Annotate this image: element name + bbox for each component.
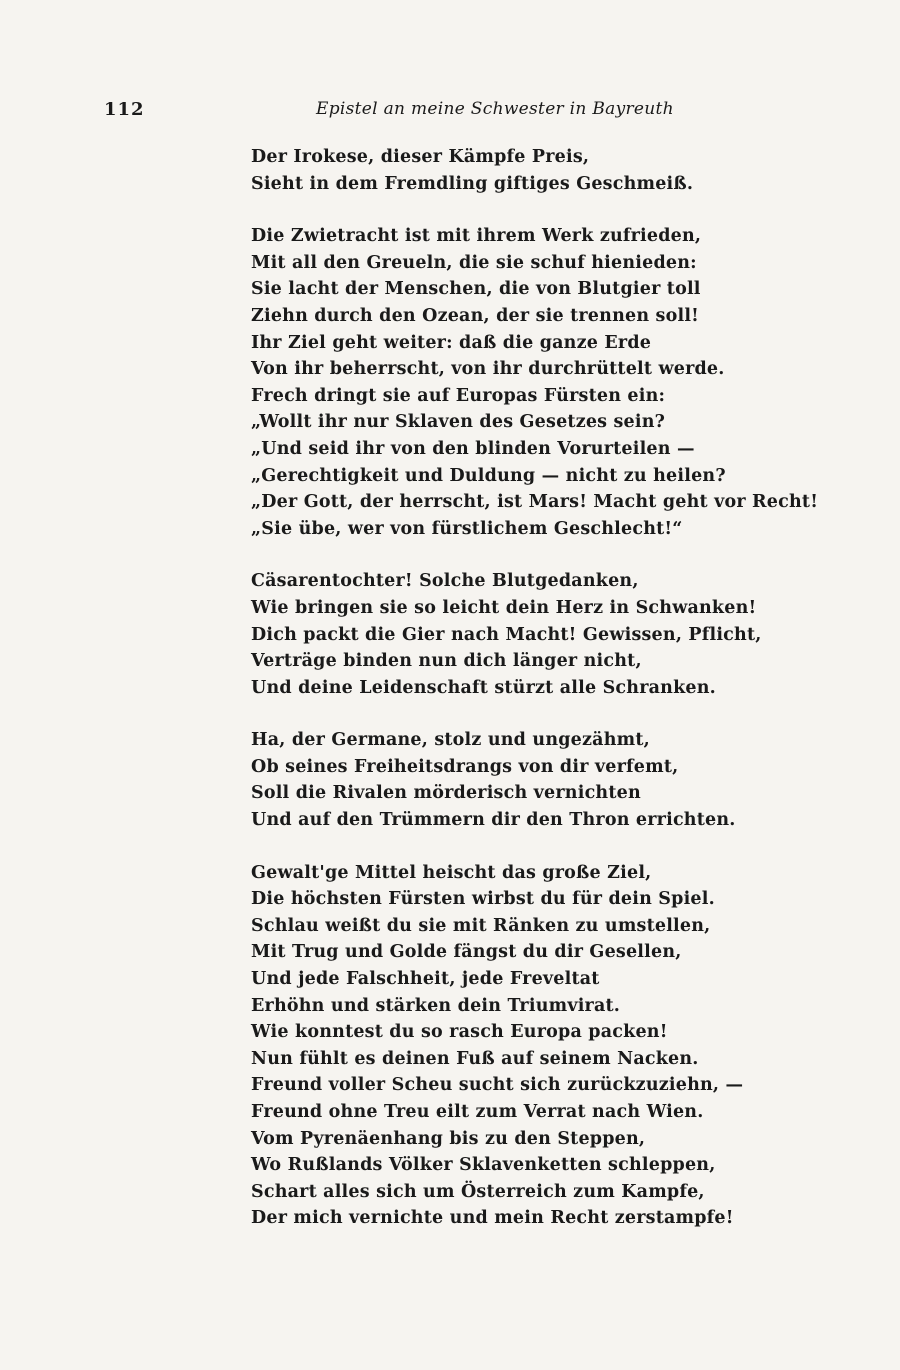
- poem-line: Die höchsten Fürsten wirbst du für dein Spiel.: [251, 889, 715, 910]
- poem-line: Mit Trug und Golde fängst du dir Gesellen,: [251, 942, 682, 963]
- stanza: [251, 568, 871, 701]
- poem-line: „Wollt ihr nur Sklaven des Gesetzes sein?: [251, 412, 666, 433]
- poem-line: Wie konntest du so rasch Europa packen!: [251, 1022, 668, 1043]
- poem-line: Gewalt'ge Mittel heischt das große Ziel,: [251, 862, 652, 883]
- page-number: 112: [104, 99, 145, 120]
- poem-line: Schart alles sich um Österreich zum Kampfe,: [251, 1181, 705, 1202]
- poem-line: Der mich vernichte und mein Recht zerstampfe!: [251, 1208, 734, 1229]
- poem-line: Sieht in dem Fremdling giftiges Geschmeiß.: [251, 173, 694, 194]
- poem-line: Ihr Ziel geht weiter: daß die ganze Erde: [251, 332, 652, 353]
- poem-line: Nun fühlt es deinen Fuß auf seinem Nacken.: [251, 1048, 699, 1069]
- poem-line: „Der Gott, der herrscht, ist Mars! Macht geht vor Recht!: [251, 492, 819, 513]
- poem-line: Freund ohne Treu eilt zum Verrat nach Wien.: [251, 1102, 704, 1122]
- poem-line: Wie bringen sie so leicht dein Herz in Schwanken!: [251, 597, 757, 618]
- stanza: [251, 860, 871, 1232]
- poem-line: „Sie übe, wer von fürstlichem Geschlecht!“: [251, 518, 683, 539]
- poem-line: Ziehn durch den Ozean, der sie trennen soll!: [251, 305, 700, 326]
- poem-line: Der Irokese, dieser Kämpfe Preis,: [251, 147, 590, 167]
- poem-line: Mit all den Greueln, die sie schuf hienieden:: [251, 252, 697, 273]
- poem-line: Ob seines Freiheitsdrangs von dir verfemt,: [251, 756, 679, 777]
- poem-line: Dich packt die Gier nach Macht! Gewissen, Pflicht,: [251, 624, 762, 645]
- stanza: [251, 144, 871, 197]
- poem-line: Vom Pyrenäenhang bis zu den Steppen,: [251, 1128, 646, 1149]
- running-title: Epistel an meine Schwester in Bayreuth: [316, 99, 674, 119]
- poem-line: Sie lacht der Menschen, die von Blutgier toll: [251, 279, 701, 300]
- poem-line: Cäsarentochter! Solche Blutgedanken,: [251, 571, 639, 592]
- poem-line: Verträge binden nun dich länger nicht,: [251, 651, 642, 672]
- poem-line: Frech dringt sie auf Europas Fürsten ein:: [251, 385, 666, 406]
- poem-line: Erhöhn und stärken dein Triumvirat.: [251, 995, 621, 1016]
- poem-line: Ha, der Germane, stolz und ungezähmt,: [251, 730, 650, 751]
- poem-line: Schlau weißt du sie mit Ränken zu umstellen,: [251, 915, 711, 936]
- poem-line: Wo Rußlands Völker Sklavenketten schleppen,: [251, 1155, 716, 1176]
- poem: [251, 144, 871, 1258]
- poem-line: Freund voller Scheu sucht sich zurückzuziehn, —: [251, 1075, 744, 1096]
- poem-line: Und jede Falschheit, jede Freveltat: [251, 969, 600, 990]
- poem-line: „Gerechtigkeit und Duldung — nicht zu heilen?: [251, 465, 726, 486]
- poem-line: Und auf den Trümmern dir den Thron errichten.: [251, 810, 736, 831]
- stanza: [251, 727, 871, 833]
- poem-line: Die Zwietracht ist mit ihrem Werk zufrieden,: [251, 226, 702, 247]
- poem-line: „Und seid ihr von den blinden Vorurteilen —: [251, 438, 695, 459]
- stanza: [251, 223, 871, 542]
- poem-line: Soll die Rivalen mörderisch vernichten: [251, 783, 641, 804]
- poem-line: Und deine Leidenschaft stürzt alle Schranken.: [251, 677, 716, 698]
- poem-line: Von ihr beherrscht, von ihr durchrüttelt werde.: [251, 359, 725, 380]
